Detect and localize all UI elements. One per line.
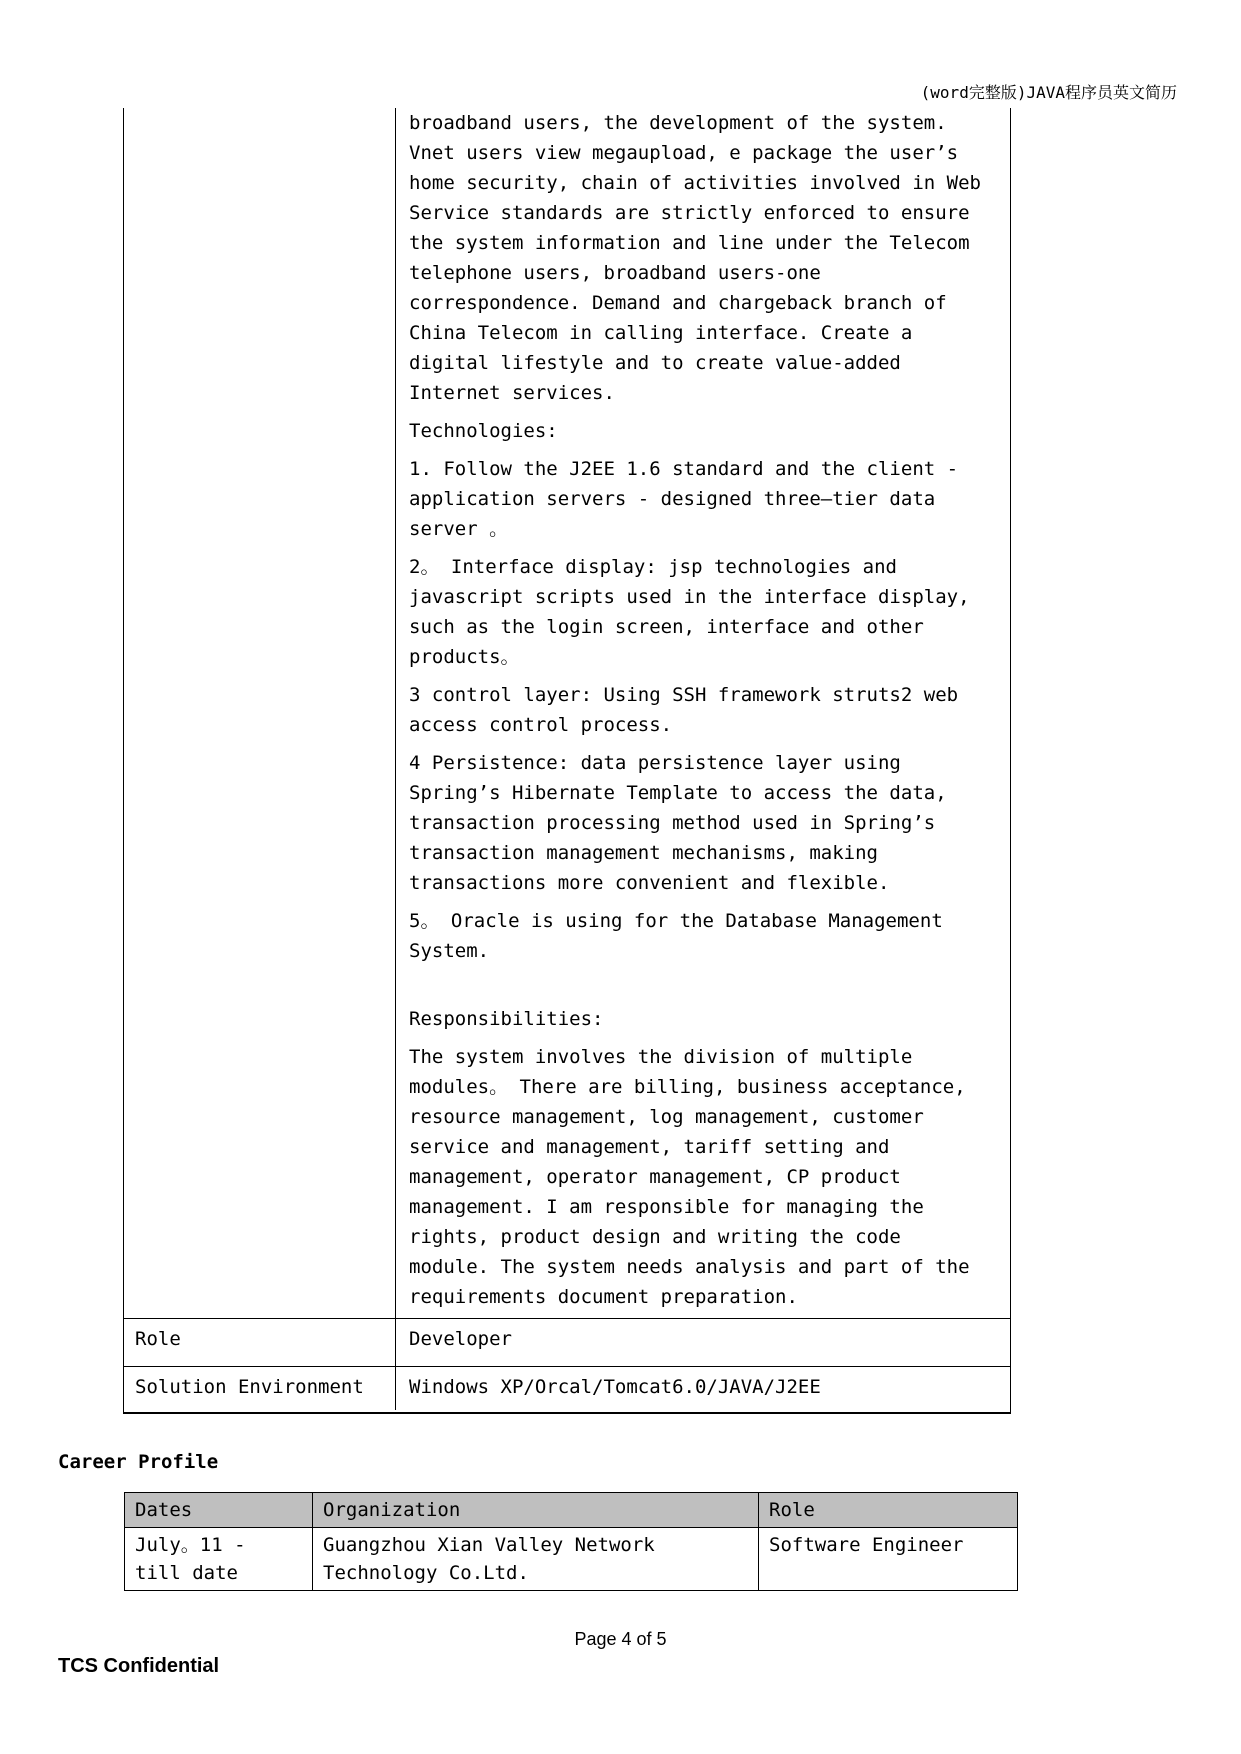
role-value: Developer <box>409 1328 512 1350</box>
technology-item-5: 5。 Oracle is using for the Database Management System. <box>409 910 943 962</box>
header-note: (word完整版)JAVA程序员英文简历 <box>920 83 1177 102</box>
dates-cell: July。11 - till date <box>125 1528 313 1591</box>
technologies-heading: Technologies: <box>409 420 558 442</box>
responsibilities-text: The system involves the division of multiple modules。 There are billing, business acceptance, resource management, log management, customer service and management, tariff setting and management, operator management, CP product management. I am responsible for managing the rights, product design and writing the code module. The system needs analysis and part of the requirements document preparation. <box>409 1046 970 1308</box>
column-divider <box>395 108 396 1410</box>
project-description-row <box>123 108 1011 1319</box>
table-row <box>125 1528 1018 1591</box>
column-header-dates: Dates <box>125 1493 313 1528</box>
project-overview-text: broadband users, the development of the system. Vnet users view megaupload, e package the user’s home security, chain of activities involved in Web Service standards are strictly enforced to ensure the system information and line under the Telecom telephone users, broadband users-one correspondence. Demand and chargeback branch of China Telecom in calling interface. Create a digital lifestyle and to create value-added Internet services. <box>409 112 981 404</box>
role-label: Role <box>135 1328 181 1350</box>
environment-label: Solution Environment <box>135 1376 364 1398</box>
responsibilities-heading: Responsibilities: <box>409 1008 604 1030</box>
technology-item-2: 2。 Interface display: jsp technologies and javascript scripts used in the interface display, such as the login screen, interface and other products。 <box>409 556 970 668</box>
career-header-row <box>125 1493 1018 1528</box>
technology-item-3: 3 control layer: Using SSH framework struts2 web access control process. <box>409 684 959 736</box>
career-profile-heading: Career Profile <box>58 1451 219 1473</box>
role-cell: Software Engineer <box>759 1528 1018 1591</box>
environment-value: Windows XP/Orcal/Tomcat6.0/JAVA/J2EE <box>409 1376 821 1398</box>
column-header-organization: Organization <box>313 1493 759 1528</box>
organization-cell: Guangzhou Xian Valley Network Technology Co.Ltd. <box>313 1528 759 1591</box>
technology-item-4: 4 Persistence: data persistence layer using Spring’s Hibernate Template to access the data, transaction processing method used in Spring’s transaction management mechanisms, making transactions more convenient and flexible. <box>409 752 947 894</box>
career-profile-table <box>124 1492 1018 1591</box>
confidential-label: TCS Confidential <box>58 1655 220 1677</box>
column-header-role: Role <box>759 1493 1018 1528</box>
environment-row <box>123 1367 1011 1414</box>
project-description <box>409 108 999 1320</box>
technology-item-1: 1. Follow the J2EE 1.6 standard and the client - application servers - designed three—tier data server 。 <box>409 458 959 540</box>
page-number: Page 4 of 5 <box>574 1629 667 1649</box>
role-row <box>123 1319 1011 1367</box>
